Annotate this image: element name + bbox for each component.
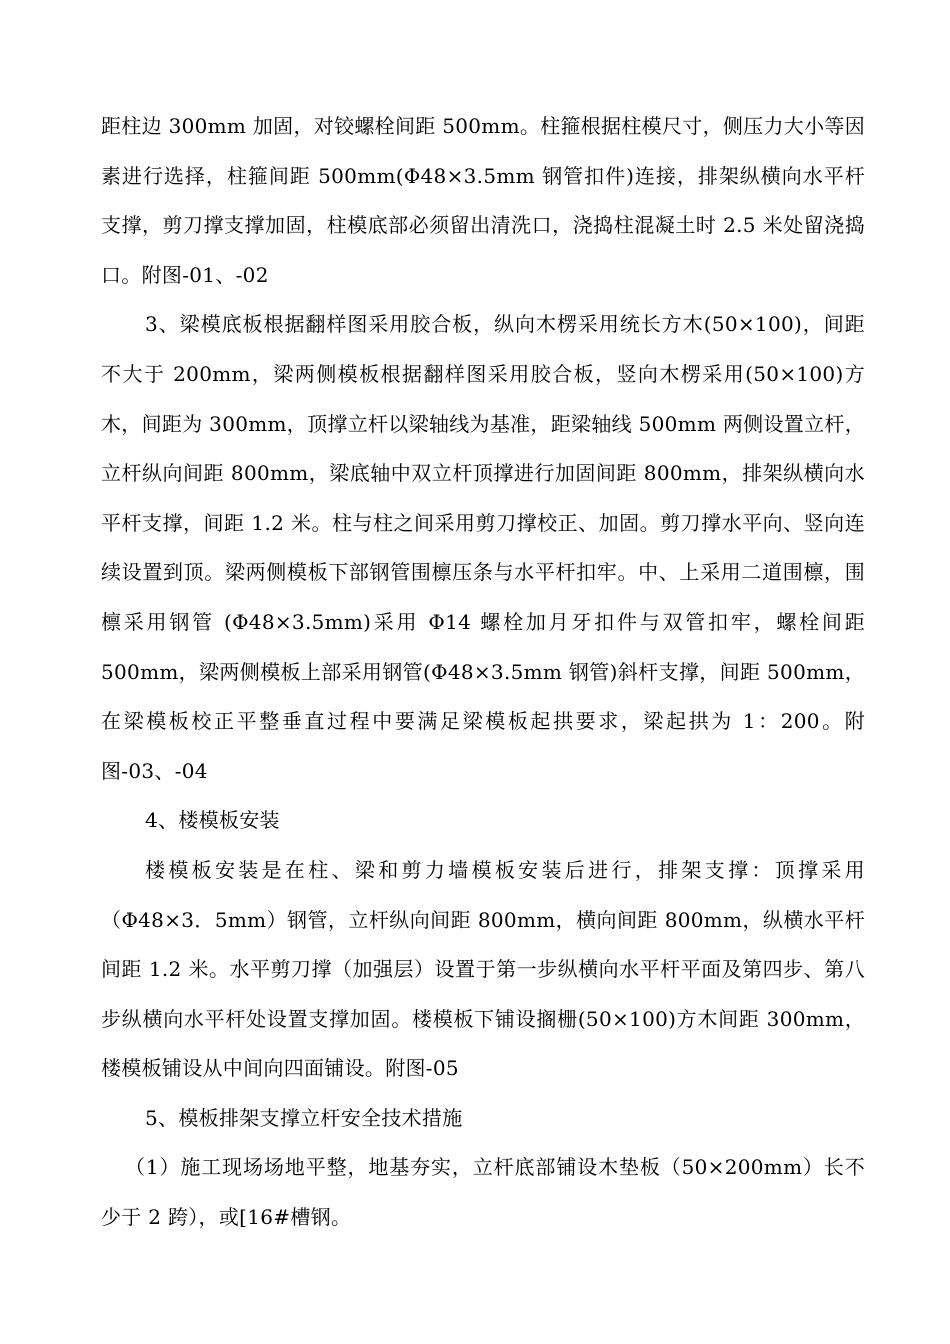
- heading-floor-formwork: 4、楼模板安装: [145, 808, 280, 833]
- document-body: [101, 102, 865, 1243]
- paragraph-beam-formwork: 3、梁模底板根据翻样图采用胶合板，纵向木楞采用统长方木(50×100)，间距不大于 200mm，梁两侧模板根据翻样图采用胶合板，竖向木楞采用(50×100)方木，间距为 300mm，顶撑立杆以梁轴线为基准，距梁轴线 500mm 两侧设置立杆，立杆纵向间距 800mm，梁底轴中双立杆顶撑进行加固间距 800mm，排架纵横向水平杆支撑，间距 1.2 米。柱与柱之间采用剪刀撑校正、加固。剪刀撑水平向、竖向连续设置到顶。梁两侧模板下部钢管围檩压条与水平杆扣牢。中、上采用二道围檩，围檩采用钢管 (Φ48×3.5mm)采用 Φ14 螺栓加月牙扣件与双管扣牢，螺栓间距 500mm，梁两侧模板上部采用钢管(Φ48×3.5mm 钢管)斜杆支撑，间距 500mm，在梁模板校正平整垂直过程中要满足梁模板起拱要求，梁起拱为 1：200。附图-03、-04: [101, 312, 865, 783]
- paragraph-column-reinforcement: 距柱边 300mm 加固，对铰螺栓间距 500mm。柱箍根据柱模尺寸，侧压力大小等因素进行选择，柱箍间距 500mm(Φ48×3.5mm 钢管扣件)连接，排架纵横向水平杆支撑，剪刀撑支撑加固，柱模底部必须留出清洗口，浇捣柱混凝土时 2.5 米处留浇捣口。附图-01、-02: [101, 114, 865, 287]
- heading-safety-measures: 5、模板排架支撑立杆安全技术措施: [145, 1105, 463, 1130]
- paragraph-floor-formwork: 楼模板安装是在柱、梁和剪力墙模板安装后进行，排架支撑：顶撑采用（Φ48×3．5mm）钢管，立杆纵向间距 800mm，横向间距 800mm，纵横水平杆间距 1.2 米。水平剪刀撑（加强层）设置于第一步纵横向水平杆平面及第四步、第八步纵横向水平杆处设置支撑加固。楼模板下铺设搁栅(50×100)方木间距 300mm，楼模板铺设从中间向四面铺设。附图-05: [101, 857, 865, 1081]
- paragraph-site-preparation: （1）施工现场场地平整，地基夯实，立杆底部铺设木垫板（50×200mm）长不少于 2 跨），或[16#槽钢。: [101, 1155, 865, 1230]
